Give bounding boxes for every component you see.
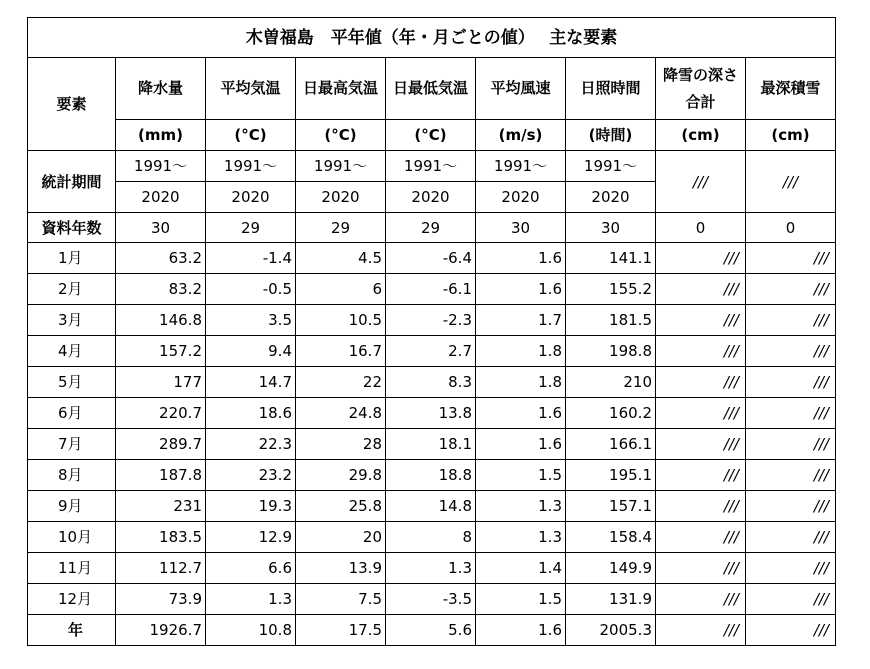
value-cell: 195.1	[566, 460, 656, 491]
annual-value-cell: ///	[656, 615, 746, 646]
column-header-cell: 平均風速	[476, 58, 566, 120]
value-cell: ///	[656, 398, 746, 429]
value-cell: 28	[296, 429, 386, 460]
normals-sheet	[27, 17, 836, 646]
annual-value-cell: 2005.3	[566, 615, 656, 646]
annual-value-cell: 1926.7	[116, 615, 206, 646]
value-cell: 18.8	[386, 460, 476, 491]
table-title: 木曽福島 平年値（年・月ごとの値） 主な要素	[28, 18, 836, 58]
column-header-cell: 最深積雪	[746, 58, 836, 120]
value-cell: 177	[116, 367, 206, 398]
annual-value-cell: 10.8	[206, 615, 296, 646]
header-row	[28, 58, 836, 120]
value-cell: 1.6	[476, 243, 566, 274]
value-cell: 3.5	[206, 305, 296, 336]
value-cell: 1.8	[476, 367, 566, 398]
value-cell: 29.8	[296, 460, 386, 491]
years-count-cell: 0	[656, 213, 746, 243]
value-cell: ///	[656, 522, 746, 553]
column-header-cell: 降水量	[116, 58, 206, 120]
value-cell: 157.2	[116, 336, 206, 367]
unit-row	[28, 120, 836, 151]
value-cell: 210	[566, 367, 656, 398]
value-cell: ///	[656, 336, 746, 367]
month-label-cell: 8月	[28, 460, 116, 491]
period-end-cell: 2020	[476, 182, 566, 213]
table-row	[28, 336, 836, 367]
month-label-cell: 12月	[28, 584, 116, 615]
value-cell: 1.8	[476, 336, 566, 367]
unit-cell: (°C)	[296, 120, 386, 151]
annual-value-cell: ///	[746, 615, 836, 646]
month-label-cell: 1月	[28, 243, 116, 274]
years-count-cell: 29	[296, 213, 386, 243]
value-cell: 183.5	[116, 522, 206, 553]
value-cell: 1.6	[476, 274, 566, 305]
unit-cell: (m/s)	[476, 120, 566, 151]
value-cell: 7.5	[296, 584, 386, 615]
value-cell: ///	[746, 398, 836, 429]
table-row	[28, 243, 836, 274]
value-cell: 13.9	[296, 553, 386, 584]
value-cell: -6.1	[386, 274, 476, 305]
period-start-cell: 1991～	[386, 151, 476, 182]
value-cell: 1.5	[476, 460, 566, 491]
value-cell: 22.3	[206, 429, 296, 460]
value-cell: 9.4	[206, 336, 296, 367]
value-cell: 157.1	[566, 491, 656, 522]
value-cell: 1.5	[476, 584, 566, 615]
value-cell: 1.3	[476, 522, 566, 553]
table-row	[28, 460, 836, 491]
value-cell: 112.7	[116, 553, 206, 584]
value-cell: 24.8	[296, 398, 386, 429]
value-cell: 6	[296, 274, 386, 305]
value-cell: ///	[746, 491, 836, 522]
period-label-cell: 統計期間	[28, 151, 116, 213]
annual-value-cell: 5.6	[386, 615, 476, 646]
value-cell: 73.9	[116, 584, 206, 615]
value-cell: 8	[386, 522, 476, 553]
value-cell: 19.3	[206, 491, 296, 522]
value-cell: ///	[656, 460, 746, 491]
value-cell: -1.4	[206, 243, 296, 274]
value-cell: 289.7	[116, 429, 206, 460]
value-cell: ///	[746, 553, 836, 584]
years-count-cell: 30	[476, 213, 566, 243]
normals-table	[27, 17, 836, 646]
column-header-cell: 日照時間	[566, 58, 656, 120]
value-cell: 187.8	[116, 460, 206, 491]
value-cell: 23.2	[206, 460, 296, 491]
value-cell: 18.1	[386, 429, 476, 460]
table-row	[28, 367, 836, 398]
value-cell: 10.5	[296, 305, 386, 336]
value-cell: ///	[746, 274, 836, 305]
annual-row	[28, 615, 836, 646]
value-cell: ///	[746, 429, 836, 460]
table-row	[28, 553, 836, 584]
value-cell: ///	[746, 460, 836, 491]
month-label-cell: 5月	[28, 367, 116, 398]
month-label-cell: 11月	[28, 553, 116, 584]
value-cell: 166.1	[566, 429, 656, 460]
value-cell: -3.5	[386, 584, 476, 615]
years-count-cell: 0	[746, 213, 836, 243]
value-cell: 22	[296, 367, 386, 398]
value-cell: 18.6	[206, 398, 296, 429]
years-count-cell: 30	[116, 213, 206, 243]
column-header-cell: 日最高気温	[296, 58, 386, 120]
period-no-data-cell: ///	[656, 151, 746, 213]
column-header-cell: 降雪の深さ合計	[656, 58, 746, 120]
value-cell: 155.2	[566, 274, 656, 305]
value-cell: -6.4	[386, 243, 476, 274]
value-cell: ///	[656, 553, 746, 584]
value-cell: 131.9	[566, 584, 656, 615]
years-count-cell: 29	[206, 213, 296, 243]
table-row	[28, 305, 836, 336]
value-cell: 1.3	[206, 584, 296, 615]
value-cell: 25.8	[296, 491, 386, 522]
value-cell: 20	[296, 522, 386, 553]
month-label-cell: 7月	[28, 429, 116, 460]
unit-cell: (cm)	[656, 120, 746, 151]
annual-label-cell: 年	[28, 615, 116, 646]
annual-value-cell: 17.5	[296, 615, 386, 646]
element-header-cell: 要素	[28, 58, 116, 151]
value-cell: 14.7	[206, 367, 296, 398]
month-label-cell: 9月	[28, 491, 116, 522]
value-cell: ///	[656, 274, 746, 305]
value-cell: 83.2	[116, 274, 206, 305]
value-cell: ///	[746, 336, 836, 367]
period-end-cell: 2020	[296, 182, 386, 213]
value-cell: 141.1	[566, 243, 656, 274]
period-start-cell: 1991～	[296, 151, 386, 182]
value-cell: ///	[656, 367, 746, 398]
value-cell: ///	[656, 491, 746, 522]
value-cell: 8.3	[386, 367, 476, 398]
month-label-cell: 2月	[28, 274, 116, 305]
value-cell: 198.8	[566, 336, 656, 367]
period-end-cell: 2020	[116, 182, 206, 213]
value-cell: 160.2	[566, 398, 656, 429]
value-cell: 1.4	[476, 553, 566, 584]
month-label-cell: 4月	[28, 336, 116, 367]
table-body	[28, 18, 836, 646]
unit-cell: (°C)	[386, 120, 476, 151]
value-cell: ///	[656, 584, 746, 615]
month-label-cell: 10月	[28, 522, 116, 553]
column-header-cell: 平均気温	[206, 58, 296, 120]
value-cell: 12.9	[206, 522, 296, 553]
period-start-cell: 1991～	[206, 151, 296, 182]
table-row	[28, 522, 836, 553]
unit-cell: (cm)	[746, 120, 836, 151]
period-start-row	[28, 151, 836, 182]
unit-cell: (時間)	[566, 120, 656, 151]
period-start-cell: 1991～	[566, 151, 656, 182]
table-row	[28, 584, 836, 615]
column-header-cell: 日最低気温	[386, 58, 476, 120]
value-cell: 1.6	[476, 398, 566, 429]
value-cell: -0.5	[206, 274, 296, 305]
value-cell: ///	[746, 584, 836, 615]
month-label-cell: 3月	[28, 305, 116, 336]
value-cell: 4.5	[296, 243, 386, 274]
value-cell: ///	[656, 243, 746, 274]
value-cell: ///	[656, 305, 746, 336]
value-cell: 1.7	[476, 305, 566, 336]
years-count-cell: 30	[566, 213, 656, 243]
period-start-cell: 1991～	[116, 151, 206, 182]
value-cell: 2.7	[386, 336, 476, 367]
period-end-cell: 2020	[386, 182, 476, 213]
annual-value-cell: 1.6	[476, 615, 566, 646]
value-cell: 146.8	[116, 305, 206, 336]
period-end-cell: 2020	[566, 182, 656, 213]
value-cell: 149.9	[566, 553, 656, 584]
value-cell: 13.8	[386, 398, 476, 429]
value-cell: 220.7	[116, 398, 206, 429]
years-count-row	[28, 213, 836, 243]
value-cell: 1.6	[476, 429, 566, 460]
unit-cell: (mm)	[116, 120, 206, 151]
value-cell: 158.4	[566, 522, 656, 553]
value-cell: 1.3	[476, 491, 566, 522]
month-label-cell: 6月	[28, 398, 116, 429]
period-no-data-cell: ///	[746, 151, 836, 213]
value-cell: 63.2	[116, 243, 206, 274]
unit-cell: (°C)	[206, 120, 296, 151]
value-cell: ///	[746, 522, 836, 553]
table-row	[28, 491, 836, 522]
period-end-cell: 2020	[206, 182, 296, 213]
value-cell: 16.7	[296, 336, 386, 367]
value-cell: 181.5	[566, 305, 656, 336]
value-cell: ///	[746, 243, 836, 274]
value-cell: ///	[656, 429, 746, 460]
title-row	[28, 18, 836, 58]
table-row	[28, 429, 836, 460]
table-row	[28, 398, 836, 429]
value-cell: 1.3	[386, 553, 476, 584]
value-cell: 6.6	[206, 553, 296, 584]
value-cell: -2.3	[386, 305, 476, 336]
value-cell: ///	[746, 367, 836, 398]
value-cell: ///	[746, 305, 836, 336]
period-start-cell: 1991～	[476, 151, 566, 182]
years-count-label-cell: 資料年数	[28, 213, 116, 243]
value-cell: 231	[116, 491, 206, 522]
years-count-cell: 29	[386, 213, 476, 243]
table-row	[28, 274, 836, 305]
value-cell: 14.8	[386, 491, 476, 522]
